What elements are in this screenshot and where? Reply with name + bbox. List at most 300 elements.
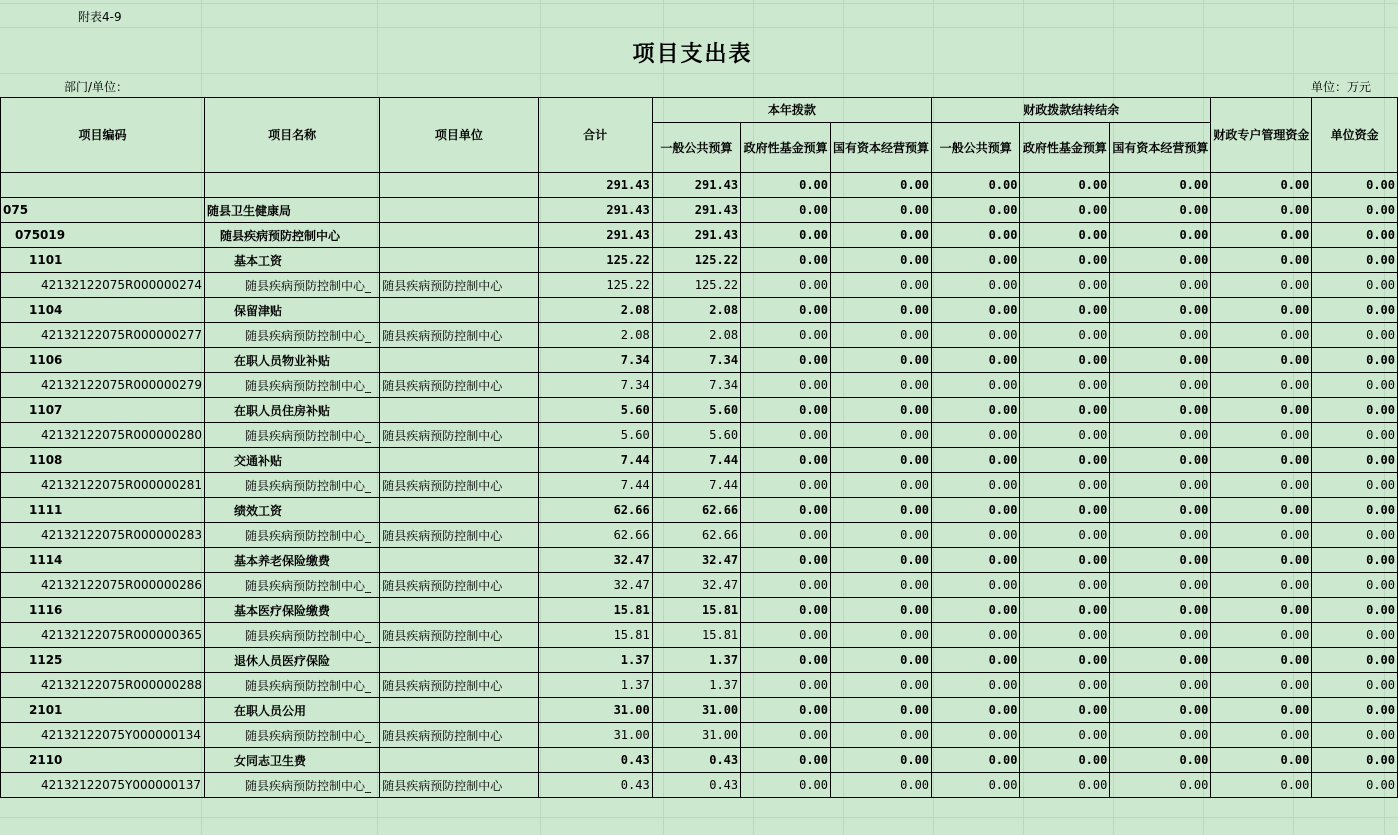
cell-code[interactable]: 42132122075R000000283 <box>1 523 205 548</box>
cell-value[interactable]: 0.00 <box>1020 698 1110 723</box>
cell-value[interactable]: 0.00 <box>1110 473 1211 498</box>
cell-value[interactable]: 32.47 <box>538 573 652 598</box>
cell-value[interactable]: 7.44 <box>652 473 740 498</box>
cell-value[interactable]: 0.00 <box>741 673 831 698</box>
cell-value[interactable]: 0.00 <box>831 773 932 798</box>
cell-value[interactable]: 2.08 <box>538 323 652 348</box>
cell-value[interactable]: 15.81 <box>538 623 652 648</box>
cell-value[interactable]: 31.00 <box>652 698 740 723</box>
cell-value[interactable]: 0.00 <box>932 573 1020 598</box>
cell-code[interactable]: 1111 <box>1 498 205 523</box>
header-group-carry[interactable]: 财政拨款结转结余 <box>932 98 1211 123</box>
cell-value[interactable]: 0.00 <box>831 448 932 473</box>
cell-code[interactable]: 1104 <box>1 298 205 323</box>
cell-value[interactable]: 0.00 <box>1211 773 1312 798</box>
cell-value[interactable]: 0.00 <box>831 648 932 673</box>
cell-unit[interactable] <box>380 598 538 623</box>
cell-value[interactable]: 0.00 <box>741 398 831 423</box>
cell-value[interactable]: 0.00 <box>932 173 1020 198</box>
cell-value[interactable]: 15.81 <box>652 623 740 648</box>
cell-value[interactable]: 0.00 <box>1020 298 1110 323</box>
header-general[interactable]: 一般公共预算 <box>652 123 740 173</box>
cell-value[interactable]: 0.00 <box>1020 573 1110 598</box>
cell-value[interactable]: 0.00 <box>831 673 932 698</box>
cell-value[interactable]: 0.00 <box>1020 773 1110 798</box>
cell-name[interactable]: 随县疾病预防控制中心_ <box>205 673 380 698</box>
cell-value[interactable]: 0.00 <box>1211 723 1312 748</box>
cell-unit[interactable] <box>380 223 538 248</box>
cell-value[interactable]: 0.00 <box>741 523 831 548</box>
cell-value[interactable]: 0.00 <box>741 298 831 323</box>
cell-value[interactable]: 0.00 <box>932 598 1020 623</box>
cell-value[interactable]: 0.00 <box>1110 673 1211 698</box>
cell-value[interactable]: 0.00 <box>932 748 1020 773</box>
cell-unit[interactable]: 随县疾病预防控制中心 <box>380 273 538 298</box>
cell-unit[interactable]: 随县疾病预防控制中心 <box>380 573 538 598</box>
cell-value[interactable]: 15.81 <box>652 598 740 623</box>
cell-value[interactable]: 62.66 <box>652 523 740 548</box>
cell-name[interactable]: 随县疾病预防控制中心_ <box>205 473 380 498</box>
cell-value[interactable]: 0.00 <box>1110 523 1211 548</box>
cell-value[interactable]: 0.00 <box>831 223 932 248</box>
cell-code[interactable]: 1101 <box>1 248 205 273</box>
cell-value[interactable]: 0.00 <box>1110 398 1211 423</box>
cell-value[interactable]: 0.00 <box>1312 473 1398 498</box>
cell-value[interactable]: 31.00 <box>538 723 652 748</box>
cell-value[interactable]: 7.34 <box>538 373 652 398</box>
cell-value[interactable]: 0.00 <box>741 448 831 473</box>
cell-value[interactable]: 0.00 <box>932 248 1020 273</box>
cell-name[interactable]: 随县疾病预防控制中心_ <box>205 573 380 598</box>
cell-value[interactable]: 7.34 <box>652 348 740 373</box>
cell-value[interactable]: 0.00 <box>932 198 1020 223</box>
header-group-current[interactable]: 本年拨款 <box>652 98 931 123</box>
cell-value[interactable]: 0.00 <box>1211 698 1312 723</box>
cell-value[interactable]: 31.00 <box>538 698 652 723</box>
cell-code[interactable]: 42132122075R000000277 <box>1 323 205 348</box>
cell-value[interactable]: 0.00 <box>1110 498 1211 523</box>
header-carry-state-capital[interactable]: 国有资本经营预算 <box>1110 123 1211 173</box>
cell-value[interactable]: 0.00 <box>1312 723 1398 748</box>
cell-value[interactable]: 291.43 <box>538 223 652 248</box>
cell-value[interactable]: 0.00 <box>1312 598 1398 623</box>
cell-name[interactable]: 随县疾病预防控制中心_ <box>205 323 380 348</box>
cell-value[interactable]: 0.00 <box>831 698 932 723</box>
cell-unit[interactable] <box>380 498 538 523</box>
cell-unit[interactable] <box>380 448 538 473</box>
cell-value[interactable]: 0.00 <box>1110 298 1211 323</box>
cell-value[interactable]: 0.00 <box>741 323 831 348</box>
header-special[interactable]: 财政专户管理资金 <box>1211 98 1312 173</box>
cell-value[interactable]: 0.00 <box>1110 373 1211 398</box>
cell-value[interactable]: 0.00 <box>1020 398 1110 423</box>
cell-code[interactable]: 1125 <box>1 648 205 673</box>
cell-value[interactable]: 0.00 <box>831 473 932 498</box>
cell-value[interactable]: 125.22 <box>538 248 652 273</box>
cell-value[interactable]: 0.00 <box>1211 423 1312 448</box>
cell-code[interactable]: 1114 <box>1 548 205 573</box>
cell-name[interactable]: 随县疾病预防控制中心_ <box>205 523 380 548</box>
cell-value[interactable]: 0.00 <box>1312 248 1398 273</box>
cell-code[interactable]: 075 <box>1 198 205 223</box>
cell-value[interactable]: 0.00 <box>831 723 932 748</box>
cell-value[interactable]: 0.00 <box>831 598 932 623</box>
cell-value[interactable]: 7.44 <box>652 448 740 473</box>
cell-value[interactable]: 0.00 <box>932 298 1020 323</box>
cell-value[interactable]: 0.00 <box>932 348 1020 373</box>
header-carry-gov-fund[interactable]: 政府性基金预算 <box>1020 123 1110 173</box>
cell-value[interactable]: 0.00 <box>1110 273 1211 298</box>
cell-value[interactable]: 0.00 <box>1110 773 1211 798</box>
cell-code[interactable]: 2110 <box>1 748 205 773</box>
cell-value[interactable]: 15.81 <box>538 598 652 623</box>
cell-unit[interactable]: 随县疾病预防控制中心 <box>380 423 538 448</box>
cell-value[interactable]: 0.00 <box>1312 448 1398 473</box>
cell-name[interactable]: 交通补贴 <box>205 448 380 473</box>
cell-value[interactable]: 0.00 <box>1110 623 1211 648</box>
cell-value[interactable]: 0.00 <box>831 198 932 223</box>
cell-value[interactable]: 0.00 <box>1020 523 1110 548</box>
cell-code[interactable]: 1107 <box>1 398 205 423</box>
cell-value[interactable]: 291.43 <box>652 173 740 198</box>
cell-value[interactable]: 32.47 <box>652 573 740 598</box>
cell-value[interactable]: 0.00 <box>1020 473 1110 498</box>
cell-value[interactable]: 0.00 <box>1110 723 1211 748</box>
cell-value[interactable]: 0.00 <box>1211 198 1312 223</box>
cell-unit[interactable]: 随县疾病预防控制中心 <box>380 623 538 648</box>
cell-value[interactable]: 62.66 <box>538 523 652 548</box>
cell-value[interactable]: 0.00 <box>1312 398 1398 423</box>
cell-value[interactable]: 0.00 <box>1110 598 1211 623</box>
cell-value[interactable]: 7.34 <box>652 373 740 398</box>
cell-value[interactable]: 0.00 <box>1211 448 1312 473</box>
cell-value[interactable]: 0.00 <box>1110 548 1211 573</box>
cell-value[interactable]: 0.00 <box>1110 748 1211 773</box>
cell-name[interactable]: 随县疾病预防控制中心 <box>205 223 380 248</box>
cell-code[interactable]: 2101 <box>1 698 205 723</box>
cell-name[interactable]: 在职人员物业补贴 <box>205 348 380 373</box>
cell-code[interactable]: 42132122075R000000274 <box>1 273 205 298</box>
cell-value[interactable]: 0.00 <box>1312 273 1398 298</box>
cell-value[interactable]: 0.43 <box>652 773 740 798</box>
cell-value[interactable]: 0.00 <box>831 423 932 448</box>
cell-value[interactable]: 5.60 <box>538 423 652 448</box>
cell-value[interactable]: 0.00 <box>741 723 831 748</box>
cell-value[interactable]: 0.00 <box>831 373 932 398</box>
cell-value[interactable]: 0.00 <box>1211 498 1312 523</box>
cell-value[interactable]: 0.00 <box>1020 723 1110 748</box>
cell-code[interactable]: 42132122075R000000279 <box>1 373 205 398</box>
cell-value[interactable]: 0.00 <box>932 223 1020 248</box>
cell-value[interactable]: 0.00 <box>1211 173 1312 198</box>
cell-code[interactable]: 42132122075Y000000137 <box>1 773 205 798</box>
cell-value[interactable]: 0.00 <box>831 498 932 523</box>
cell-value[interactable]: 0.00 <box>932 648 1020 673</box>
cell-value[interactable]: 0.00 <box>1020 498 1110 523</box>
cell-value[interactable]: 0.00 <box>1211 248 1312 273</box>
cell-code[interactable]: 1116 <box>1 598 205 623</box>
cell-value[interactable]: 0.00 <box>1312 223 1398 248</box>
cell-unit[interactable] <box>380 173 538 198</box>
cell-value[interactable]: 0.00 <box>1020 673 1110 698</box>
cell-value[interactable]: 0.00 <box>741 598 831 623</box>
cell-value[interactable]: 0.00 <box>1312 173 1398 198</box>
cell-value[interactable]: 0.00 <box>932 373 1020 398</box>
header-gov-fund[interactable]: 政府性基金预算 <box>741 123 831 173</box>
cell-value[interactable]: 291.43 <box>538 173 652 198</box>
cell-value[interactable]: 62.66 <box>652 498 740 523</box>
cell-unit[interactable] <box>380 198 538 223</box>
cell-unit[interactable] <box>380 548 538 573</box>
header-name[interactable]: 项目名称 <box>205 98 380 173</box>
cell-value[interactable]: 0.00 <box>741 273 831 298</box>
cell-value[interactable]: 1.37 <box>652 673 740 698</box>
cell-value[interactable]: 0.00 <box>1110 648 1211 673</box>
cell-value[interactable]: 0.00 <box>1020 748 1110 773</box>
cell-value[interactable]: 0.00 <box>831 248 932 273</box>
cell-value[interactable]: 125.22 <box>538 273 652 298</box>
cell-value[interactable]: 0.00 <box>1312 573 1398 598</box>
cell-value[interactable]: 0.00 <box>932 423 1020 448</box>
cell-value[interactable]: 0.00 <box>1110 248 1211 273</box>
cell-value[interactable]: 0.00 <box>1020 198 1110 223</box>
cell-value[interactable]: 0.00 <box>1020 373 1110 398</box>
cell-value[interactable]: 31.00 <box>652 723 740 748</box>
cell-name[interactable]: 绩效工资 <box>205 498 380 523</box>
cell-value[interactable]: 0.00 <box>1312 423 1398 448</box>
cell-value[interactable]: 0.00 <box>1312 698 1398 723</box>
cell-value[interactable]: 0.00 <box>1211 298 1312 323</box>
cell-unit[interactable]: 随县疾病预防控制中心 <box>380 523 538 548</box>
cell-unit[interactable]: 随县疾病预防控制中心 <box>380 373 538 398</box>
cell-unit[interactable] <box>380 248 538 273</box>
cell-value[interactable]: 0.00 <box>741 548 831 573</box>
cell-value[interactable]: 0.00 <box>741 248 831 273</box>
cell-value[interactable]: 0.00 <box>831 523 932 548</box>
cell-code[interactable] <box>1 173 205 198</box>
cell-value[interactable]: 7.34 <box>538 348 652 373</box>
cell-value[interactable]: 0.00 <box>741 773 831 798</box>
cell-value[interactable]: 0.00 <box>831 548 932 573</box>
cell-name[interactable]: 女同志卫生费 <box>205 748 380 773</box>
cell-value[interactable]: 32.47 <box>538 548 652 573</box>
cell-name[interactable]: 随县疾病预防控制中心_ <box>205 373 380 398</box>
cell-unit[interactable]: 随县疾病预防控制中心 <box>380 473 538 498</box>
cell-value[interactable]: 0.00 <box>1110 173 1211 198</box>
cell-unit[interactable] <box>380 698 538 723</box>
cell-value[interactable]: 0.00 <box>741 623 831 648</box>
cell-value[interactable]: 1.37 <box>538 648 652 673</box>
cell-value[interactable]: 0.00 <box>1020 548 1110 573</box>
cell-name[interactable]: 随县疾病预防控制中心_ <box>205 773 380 798</box>
cell-value[interactable]: 291.43 <box>652 198 740 223</box>
cell-value[interactable]: 0.00 <box>831 298 932 323</box>
cell-value[interactable]: 0.00 <box>1312 298 1398 323</box>
cell-value[interactable]: 125.22 <box>652 248 740 273</box>
cell-value[interactable]: 0.00 <box>831 273 932 298</box>
cell-value[interactable]: 0.00 <box>1020 248 1110 273</box>
cell-unit[interactable] <box>380 648 538 673</box>
cell-value[interactable]: 0.00 <box>932 523 1020 548</box>
cell-value[interactable]: 0.00 <box>1020 623 1110 648</box>
header-state-capital[interactable]: 国有资本经营预算 <box>831 123 932 173</box>
cell-value[interactable]: 5.60 <box>538 398 652 423</box>
cell-name[interactable] <box>205 173 380 198</box>
cell-value[interactable]: 0.00 <box>741 748 831 773</box>
cell-value[interactable]: 0.00 <box>831 573 932 598</box>
header-own[interactable]: 单位资金 <box>1312 98 1398 173</box>
cell-value[interactable]: 0.00 <box>1020 648 1110 673</box>
cell-value[interactable]: 0.00 <box>1211 523 1312 548</box>
cell-value[interactable]: 0.00 <box>741 423 831 448</box>
cell-unit[interactable] <box>380 748 538 773</box>
cell-value[interactable]: 0.00 <box>1312 548 1398 573</box>
cell-value[interactable]: 0.00 <box>932 273 1020 298</box>
cell-value[interactable]: 0.00 <box>741 223 831 248</box>
cell-name[interactable]: 基本工资 <box>205 248 380 273</box>
cell-value[interactable]: 0.00 <box>1211 223 1312 248</box>
cell-value[interactable]: 0.00 <box>1110 223 1211 248</box>
cell-value[interactable]: 0.00 <box>1020 448 1110 473</box>
cell-code[interactable]: 1108 <box>1 448 205 473</box>
cell-value[interactable]: 0.00 <box>741 198 831 223</box>
cell-value[interactable]: 0.00 <box>1211 348 1312 373</box>
cell-unit[interactable] <box>380 398 538 423</box>
cell-value[interactable]: 0.43 <box>538 748 652 773</box>
cell-unit[interactable] <box>380 348 538 373</box>
header-carry-general[interactable]: 一般公共预算 <box>932 123 1020 173</box>
header-unit[interactable]: 项目单位 <box>380 98 538 173</box>
cell-value[interactable]: 2.08 <box>538 298 652 323</box>
cell-name[interactable]: 基本医疗保险缴费 <box>205 598 380 623</box>
cell-code[interactable]: 42132122075R000000281 <box>1 473 205 498</box>
cell-value[interactable]: 0.00 <box>1020 173 1110 198</box>
cell-value[interactable]: 0.00 <box>1211 373 1312 398</box>
cell-value[interactable]: 0.00 <box>1211 548 1312 573</box>
cell-value[interactable]: 0.00 <box>1312 323 1398 348</box>
cell-name[interactable]: 随县卫生健康局 <box>205 198 380 223</box>
cell-value[interactable]: 0.00 <box>741 648 831 673</box>
cell-name[interactable]: 在职人员住房补贴 <box>205 398 380 423</box>
cell-code[interactable]: 42132122075Y000000134 <box>1 723 205 748</box>
cell-value[interactable]: 0.00 <box>1211 648 1312 673</box>
cell-name[interactable]: 保留津贴 <box>205 298 380 323</box>
cell-value[interactable]: 0.00 <box>932 698 1020 723</box>
cell-name[interactable]: 随县疾病预防控制中心_ <box>205 273 380 298</box>
cell-unit[interactable]: 随县疾病预防控制中心 <box>380 773 538 798</box>
cell-value[interactable]: 0.00 <box>932 323 1020 348</box>
cell-value[interactable]: 62.66 <box>538 498 652 523</box>
cell-value[interactable]: 0.00 <box>1312 198 1398 223</box>
cell-name[interactable]: 基本养老保险缴费 <box>205 548 380 573</box>
cell-value[interactable]: 0.00 <box>1110 198 1211 223</box>
cell-value[interactable]: 0.00 <box>1211 598 1312 623</box>
cell-value[interactable]: 0.00 <box>1110 423 1211 448</box>
cell-value[interactable]: 0.00 <box>831 398 932 423</box>
cell-value[interactable]: 0.00 <box>1110 698 1211 723</box>
cell-value[interactable]: 0.00 <box>932 448 1020 473</box>
cell-code[interactable]: 42132122075R000000365 <box>1 623 205 648</box>
cell-value[interactable]: 0.00 <box>1312 673 1398 698</box>
cell-code[interactable]: 1106 <box>1 348 205 373</box>
cell-value[interactable]: 0.00 <box>831 173 932 198</box>
cell-value[interactable]: 0.00 <box>741 348 831 373</box>
cell-value[interactable]: 0.00 <box>1110 448 1211 473</box>
cell-value[interactable]: 0.00 <box>1020 223 1110 248</box>
cell-value[interactable]: 0.00 <box>741 173 831 198</box>
cell-value[interactable]: 291.43 <box>652 223 740 248</box>
cell-value[interactable]: 1.37 <box>538 673 652 698</box>
cell-value[interactable]: 0.00 <box>1020 273 1110 298</box>
cell-value[interactable]: 5.60 <box>652 398 740 423</box>
cell-value[interactable]: 1.37 <box>652 648 740 673</box>
cell-value[interactable]: 0.00 <box>741 473 831 498</box>
cell-value[interactable]: 0.00 <box>1020 323 1110 348</box>
cell-value[interactable]: 0.00 <box>741 498 831 523</box>
cell-unit[interactable]: 随县疾病预防控制中心 <box>380 673 538 698</box>
cell-value[interactable]: 291.43 <box>538 198 652 223</box>
cell-value[interactable]: 0.00 <box>1312 773 1398 798</box>
cell-value[interactable]: 32.47 <box>652 548 740 573</box>
cell-value[interactable]: 0.00 <box>1312 348 1398 373</box>
cell-value[interactable]: 0.00 <box>741 698 831 723</box>
cell-value[interactable]: 0.00 <box>1211 623 1312 648</box>
cell-value[interactable]: 5.60 <box>652 423 740 448</box>
cell-value[interactable]: 0.00 <box>932 623 1020 648</box>
cell-value[interactable]: 0.00 <box>1211 398 1312 423</box>
cell-unit[interactable]: 随县疾病预防控制中心 <box>380 723 538 748</box>
cell-value[interactable]: 0.43 <box>538 773 652 798</box>
cell-value[interactable]: 7.44 <box>538 448 652 473</box>
cell-value[interactable]: 0.00 <box>831 748 932 773</box>
cell-name[interactable]: 随县疾病预防控制中心_ <box>205 623 380 648</box>
cell-value[interactable]: 2.08 <box>652 323 740 348</box>
cell-name[interactable]: 退休人员医疗保险 <box>205 648 380 673</box>
cell-value[interactable]: 0.00 <box>932 773 1020 798</box>
cell-value[interactable]: 7.44 <box>538 473 652 498</box>
cell-value[interactable]: 0.00 <box>1020 598 1110 623</box>
cell-value[interactable]: 0.00 <box>1110 323 1211 348</box>
header-total[interactable]: 合计 <box>538 98 652 173</box>
cell-value[interactable]: 0.00 <box>831 623 932 648</box>
cell-value[interactable]: 0.00 <box>1211 323 1312 348</box>
cell-value[interactable]: 0.00 <box>741 373 831 398</box>
cell-value[interactable]: 2.08 <box>652 298 740 323</box>
cell-value[interactable]: 0.00 <box>932 398 1020 423</box>
cell-unit[interactable] <box>380 298 538 323</box>
cell-value[interactable]: 0.00 <box>1020 423 1110 448</box>
header-code[interactable]: 项目编码 <box>1 98 205 173</box>
cell-code[interactable]: 42132122075R000000286 <box>1 573 205 598</box>
cell-value[interactable]: 125.22 <box>652 273 740 298</box>
cell-value[interactable]: 0.00 <box>1312 523 1398 548</box>
cell-value[interactable]: 0.00 <box>1312 373 1398 398</box>
cell-value[interactable]: 0.00 <box>1312 648 1398 673</box>
cell-value[interactable]: 0.00 <box>932 498 1020 523</box>
cell-value[interactable]: 0.00 <box>1211 473 1312 498</box>
cell-unit[interactable]: 随县疾病预防控制中心 <box>380 323 538 348</box>
cell-value[interactable]: 0.43 <box>652 748 740 773</box>
cell-value[interactable]: 0.00 <box>1312 748 1398 773</box>
cell-code[interactable]: 075019 <box>1 223 205 248</box>
cell-name[interactable]: 随县疾病预防控制中心_ <box>205 723 380 748</box>
cell-value[interactable]: 0.00 <box>1110 348 1211 373</box>
cell-value[interactable]: 0.00 <box>1211 748 1312 773</box>
cell-value[interactable]: 0.00 <box>831 348 932 373</box>
cell-value[interactable]: 0.00 <box>1211 573 1312 598</box>
cell-value[interactable]: 0.00 <box>1312 623 1398 648</box>
cell-value[interactable]: 0.00 <box>1110 573 1211 598</box>
